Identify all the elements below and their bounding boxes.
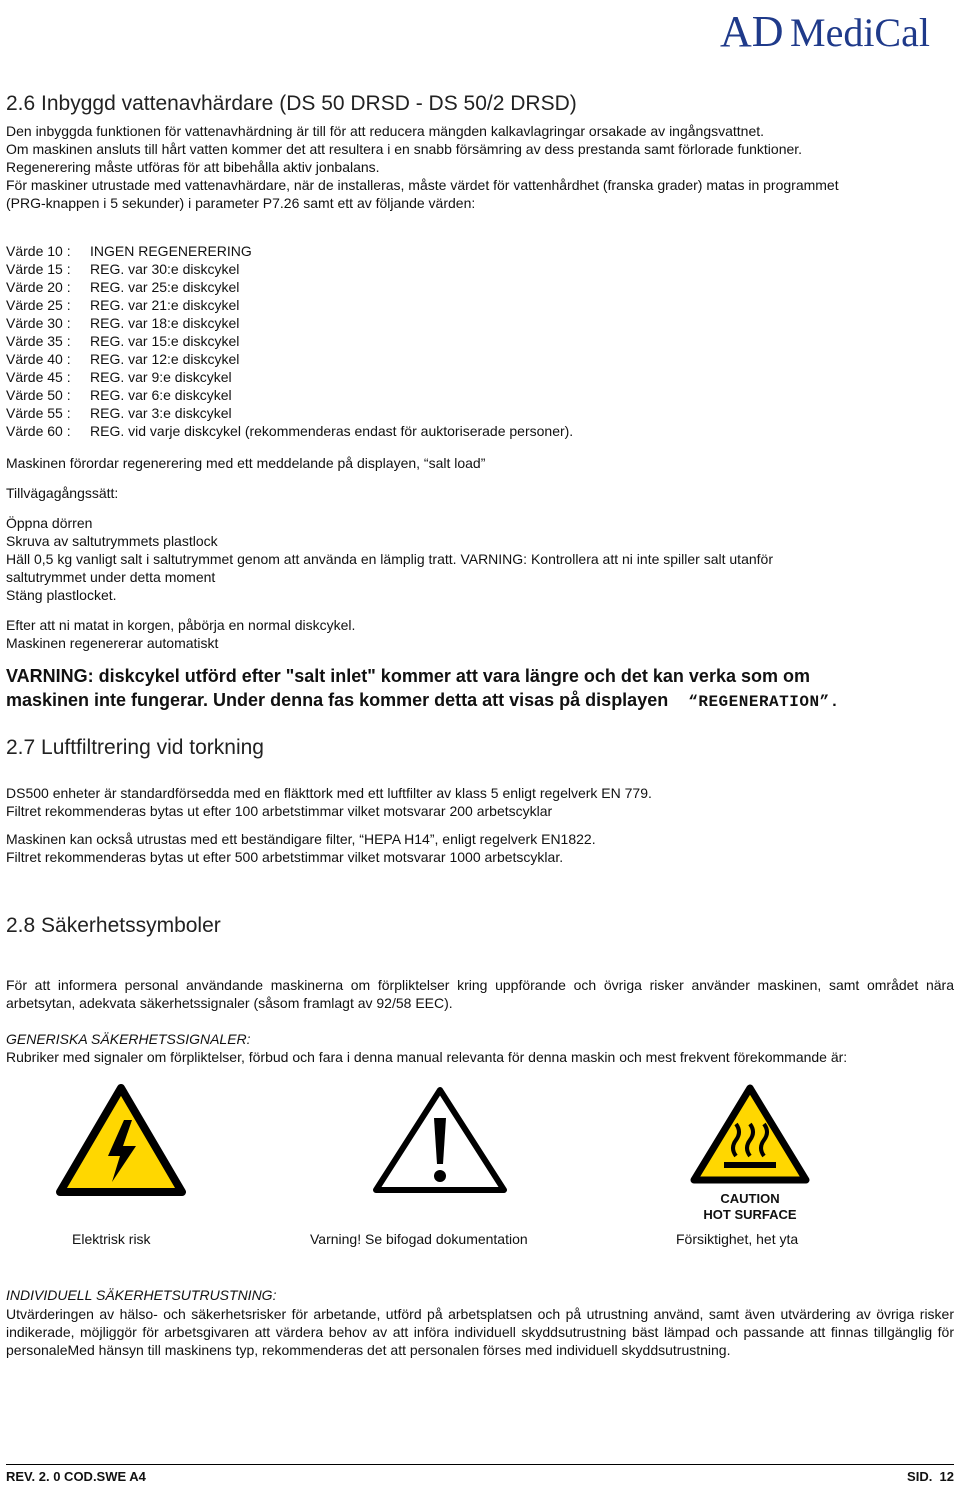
list-item — [6, 314, 906, 332]
list-item — [6, 296, 906, 314]
after-steps — [6, 616, 956, 652]
value-key: Värde 15 : — [6, 261, 71, 277]
section-2-8-title: 2.8 Säkerhetssymboler — [6, 914, 221, 937]
value-text: REG. var 25:e diskcykel — [90, 279, 240, 295]
value-text: REG. var 15:e diskcykel — [90, 333, 240, 349]
display-regeneration-text: “REGENERATION”. — [688, 693, 840, 711]
procedure-steps — [6, 514, 956, 604]
footer-revision: REV. 2. 0 COD.SWE A4 — [6, 1469, 146, 1484]
list-item — [6, 368, 906, 386]
value-key: Värde 20 : — [6, 279, 71, 295]
page-footer — [6, 1464, 954, 1484]
paragraph-line: Filtret rekommenderas bytas ut efter 100 arbetstimmar vilket motsvarar 200 arbetscyklar — [6, 803, 553, 819]
ppe-text: Utvärderingen av hälso- och säkerhetsrisker för arbetande, utförd på arbetsplatsen och på utrustning använd, samt även utvärdering av övriga risker indikerade, möjliggör för arbetsgivaren att värdera behov av att införa individuell skyddsutrustning bäst lämpad och passande att finnas tillgänglig för personaleMed hänsyn till maskinens typ, rekommenderas det att personalen förses med individuell skyddsutrustning. — [6, 1306, 954, 1358]
section-2-8-intro: För att informera personal användande maskinerna om förpliktelser kring uppförande och övriga risker använder maskinen, samt området nära arbetsytan, adekvata säkerhetssignaler (såsom framlagt av 92/58 EEC). — [6, 977, 954, 1011]
list-item — [6, 386, 906, 404]
logo-graphic — [718, 0, 958, 62]
logo-letter-a: AD — [720, 7, 784, 56]
general-warning-sign — [370, 1084, 510, 1201]
hot-surface-caption-line: CAUTION — [720, 1191, 780, 1206]
general-warning-icon — [370, 1084, 510, 1196]
footer-page-number: SID. 12 — [907, 1469, 954, 1484]
section-2-7-title: 2.7 Luftfiltrering vid torkning — [6, 736, 264, 759]
step-line: Öppna dörren — [6, 515, 93, 531]
electric-hazard-sign — [56, 1084, 186, 1201]
hot-surface-sign — [690, 1084, 810, 1223]
value-key: Värde 10 : — [6, 243, 71, 259]
symbol-label: Försiktighet, het yta — [676, 1231, 799, 1247]
value-text: REG. var 12:e diskcykel — [90, 351, 240, 367]
section-2-7-para-2 — [6, 830, 956, 866]
value-key: Värde 50 : — [6, 387, 71, 403]
paragraph-line: (PRG-knappen i 5 sekunder) i parameter P7.26 samt ett av följande värden: — [6, 195, 476, 211]
paragraph-line: För maskiner utrustade med vattenavhärdare, när de installeras, måste värdet för vattenhårdhet (franska grader) matas in programmet — [6, 177, 839, 193]
value-key: Värde 55 : — [6, 405, 71, 421]
value-text: REG. var 6:e diskcykel — [90, 387, 232, 403]
step-line: Skruva av saltutrymmets plastlock — [6, 533, 218, 549]
hot-surface-caption-line: HOT SURFACE — [703, 1207, 797, 1222]
list-item — [6, 332, 906, 350]
hot-surface-caption — [690, 1191, 810, 1223]
warning-line-2 — [6, 688, 956, 714]
list-item — [6, 350, 906, 368]
value-text: REG. var 18:e diskcykel — [90, 315, 240, 331]
list-item — [6, 278, 906, 296]
generic-signals-heading: GENERISKA SÄKERHETSSIGNALER: — [6, 1031, 251, 1047]
value-text: REG. var 21:e diskcykel — [90, 297, 240, 313]
value-text: REG. var 3:e diskcykel — [90, 405, 232, 421]
display-message: Maskinen förordar regenerering med ett meddelande på displayen, “salt load” — [6, 455, 486, 471]
warning-line: maskinen inte fungerar. Under denna fas kommer detta att visas på displayen — [6, 690, 669, 710]
value-text: REG. var 30:e diskcykel — [90, 261, 240, 277]
paragraph-line: DS500 enheter är standardförsedda med en fläkttork med ett luftfilter av klass 5 enligt regelverk EN 779. — [6, 785, 652, 801]
section-2-7-para-1 — [6, 784, 956, 820]
list-item — [6, 422, 906, 440]
after-line: Maskinen regenererar automatiskt — [6, 635, 219, 651]
warning-line: VARNING: diskcykel utförd efter "salt inlet" kommer att vara längre och det kan verka som om — [6, 666, 810, 686]
paragraph-line: Filtret rekommenderas bytas ut efter 500 arbetstimmar vilket motsvarar 1000 arbetscyklar. — [6, 849, 564, 865]
symbol-label: Varning! Se bifogad dokumentation — [310, 1231, 528, 1247]
symbol-label: Elektrisk risk — [72, 1231, 151, 1247]
paragraph-line: Maskinen kan också utrustas med ett beständigare filter, “HEPA H14”, enligt regelverk EN1822. — [6, 831, 596, 847]
value-key: Värde 60 : — [6, 423, 71, 439]
value-text: INGEN REGENERERING — [90, 243, 252, 259]
logo-brand-text: MediCal — [790, 10, 930, 55]
paragraph-line: Regenerering måste utföras för att bibehålla aktiv jonbalans. — [6, 159, 380, 175]
value-key: Värde 30 : — [6, 315, 71, 331]
value-key: Värde 45 : — [6, 369, 71, 385]
generic-signals-text: Rubriker med signaler om förpliktelser, förbud och fara i denna manual relevanta för denna maskin och mest frekvent förekommande är: — [6, 1049, 848, 1065]
paragraph-line: Den inbyggda funktionen för vattenavhärdning är till för att reducera mängden kalkavlagringar orsakade av ingångsvattnet. — [6, 123, 765, 139]
procedure-label: Tillvägagångssätt: — [6, 485, 119, 501]
value-key: Värde 25 : — [6, 297, 71, 313]
ppe-heading: INDIVIDUELL SÄKERHETSUTRUSTNING: — [6, 1287, 277, 1303]
value-text: REG. vid varje diskcykel (rekommenderas endast för auktoriserade personer). — [90, 423, 574, 439]
step-line: Stäng plastlocket. — [6, 587, 117, 603]
list-item — [6, 242, 906, 260]
step-line: saltutrymmet under detta moment — [6, 569, 216, 585]
section-2-6-title: 2.6 Inbyggd vattenavhärdare (DS 50 DRSD - DS 50/2 DRSD) — [6, 92, 577, 115]
hot-surface-icon — [690, 1084, 810, 1184]
value-key: Värde 35 : — [6, 333, 71, 349]
hardness-values-list — [6, 242, 906, 440]
electric-hazard-icon — [56, 1084, 186, 1196]
step-line: Häll 0,5 kg vanligt salt i saltutrymmet genom att använda en lämplig tratt. VARNING: Kontrollera att ni inte spiller salt utanför — [6, 551, 773, 567]
warning-block — [6, 664, 956, 714]
after-line: Efter att ni matat in korgen, påbörja en normal diskcykel. — [6, 617, 356, 633]
paragraph-line: Om maskinen ansluts till hårt vatten kommer det att resultera i en snabb försämring av dess prestanda samt förlorade funktioner. — [6, 141, 803, 157]
list-item — [6, 260, 906, 278]
company-logo — [718, 0, 958, 62]
value-key: Värde 40 : — [6, 351, 71, 367]
list-item — [6, 404, 906, 422]
value-text: REG. var 9:e diskcykel — [90, 369, 232, 385]
section-2-6-intro — [6, 122, 956, 212]
